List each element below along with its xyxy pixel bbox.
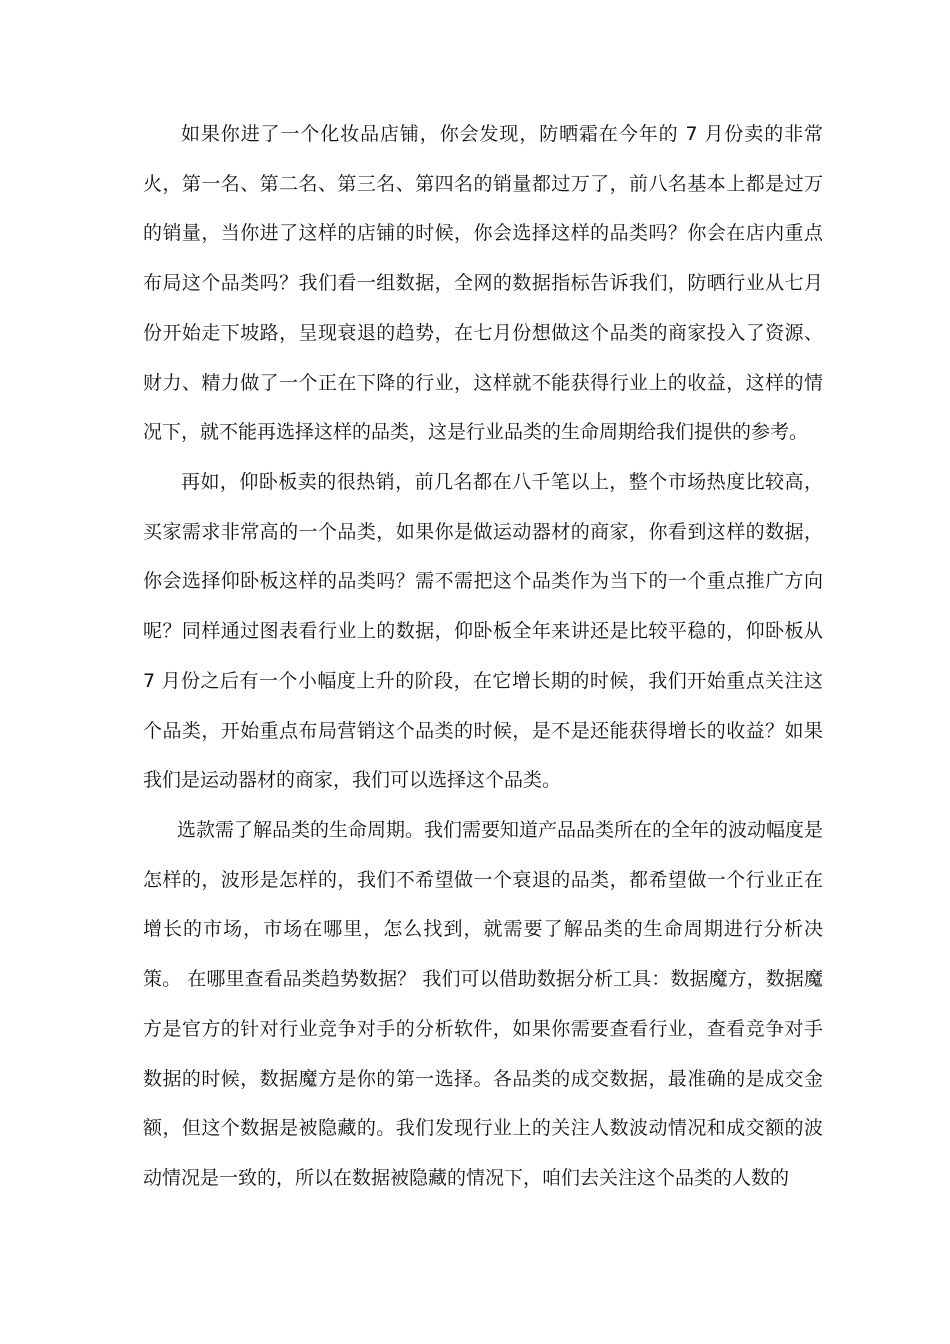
paragraph-sunscreen: 如果你进了一个化妆品店铺，你会发现，防晒霜在今年的 7 月份卖的非常火，第一名、第二名、第三名、第四名的销量都过万了，前八名基本上都是过万的销量，当你进了这样的店铺的时候，你会选择这样的品类吗？你会在店内重点布局这个品类吗？我们看一组数据，全网的数据指标告诉我们，防晒行业从七月份开始走下坡路，呈现衰退的趋势，在七月份想做这个品类的商家投入了资源、财力、精力做了一个正在下降的行业，这样就不能获得行业上的收益，这样的情况下，就不能再选择这样的品类，这是行业品类的生命周期给我们提供的参考。: [143, 123, 823, 444]
paragraph-lifecycle: 选款需了解品类的生命周期。我们需要知道产品品类所在的全年的波动幅度是怎样的，波形是怎样的，我们不希望做一个衰退的品类，都希望做一个行业正在增长的市场，市场在哪里，怎么找到，就需要了解品类的生命周期进行分析决策。 在哪里查看品类趋势数据？ 我们可以借助数据分析工具：数据魔方，数据魔方是官方的针对行业竞争对手的分析软件，如果你需要查看行业，查看竞争对手数据的时候，数据魔方是你的第一选择。各品类的成交数据，最准确的是成交金额，但这个数据是被隐藏的。我们发现行业上的关注人数波动情况和成交额的波动情况是一致的，所以在数据被隐藏的情况下，咱们去关注这个品类的人数的: [143, 819, 824, 1189]
paragraph-situp-board: 再如，仰卧板卖的很热销，前几名都在八千笔以上，整个市场热度比较高，买家需求非常高的一个品类，如果你是做运动器材的商家，你看到这样的数据，你会选择仰卧板这样的品类吗？需不需把这个品类作为当下的一个重点推广方向呢？同样通过图表看行业上的数据，仰卧板全年来讲还是比较平稳的，仰卧板从 7 月份之后有一个小幅度上升的阶段，在它增长期的时候，我们开始重点关注这个品类，开始重点布局营销这个品类的时候，是不是还能获得增长的收益？如果我们是运动器材的商家，我们可以选择这个品类。: [143, 471, 823, 792]
